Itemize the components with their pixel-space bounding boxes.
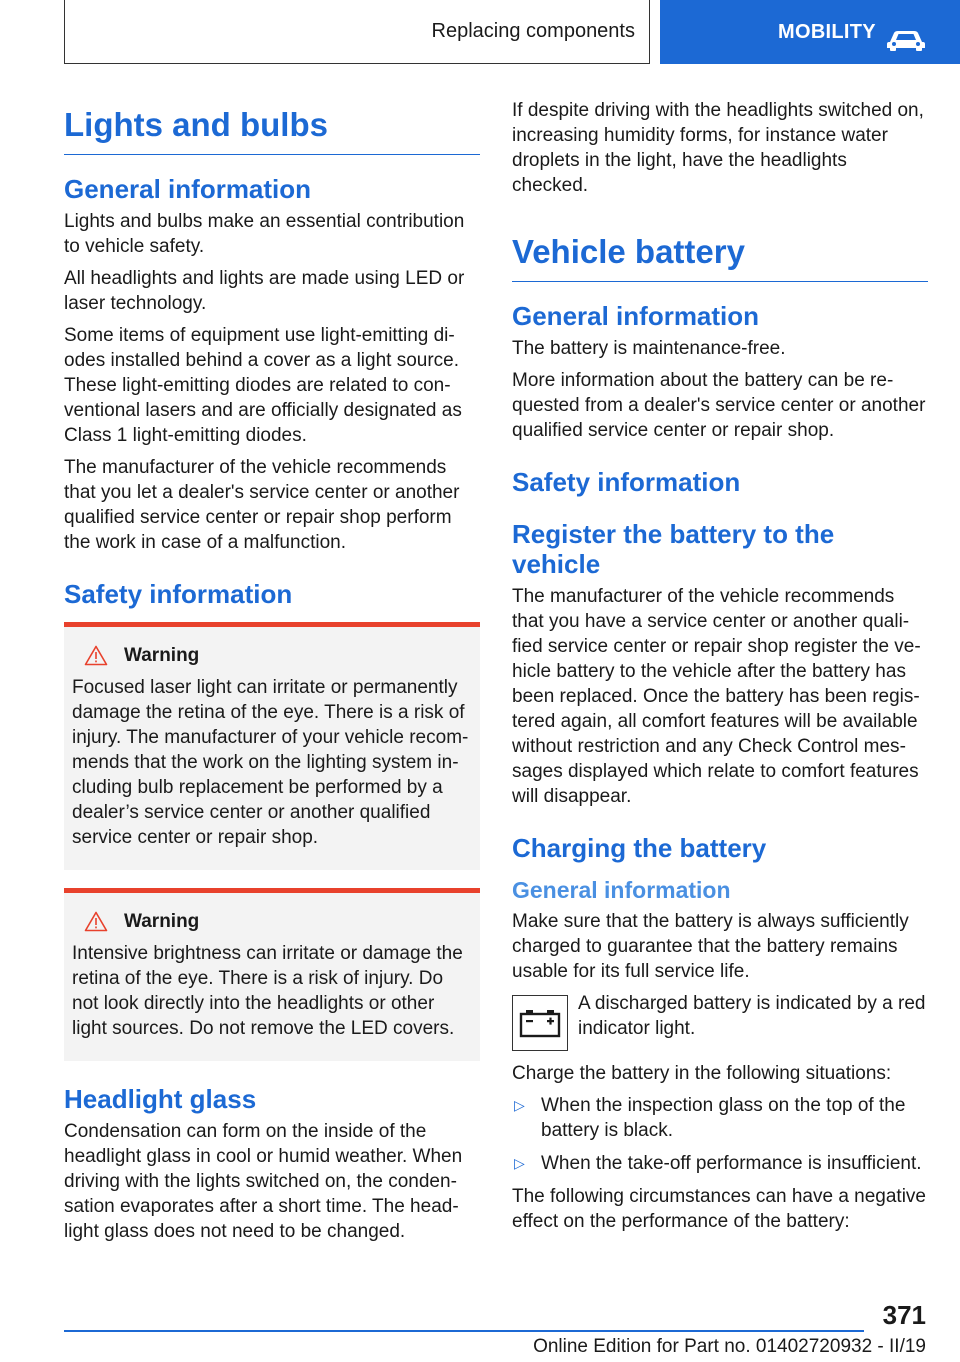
warning-text: Intensive brightness can irritate or damage the retina of the eye. There is a risk of injury. Do not look directly into the headlights or other light sources. Do not remove the LED covers.	[72, 942, 463, 1039]
section-title: Replacing components	[64, 0, 650, 64]
charging-battery-heading: Charging the battery	[512, 832, 767, 863]
spacer	[512, 205, 928, 225]
charging-general-subheading: General information	[512, 877, 731, 904]
warning-label: Warning	[124, 644, 200, 666]
car-icon	[886, 28, 926, 52]
laser-warning-box	[64, 622, 480, 870]
safety-info-heading: Safety information	[64, 578, 293, 609]
headlight-glass-heading: Headlight glass	[64, 1083, 257, 1114]
paragraph: Some items of equipment use light-emitting diodes installed behind a cover as a light source. These light-emitting diodes are related to conventional lasers and are officially designated as Class 1 light-emitting diodes.	[64, 324, 462, 446]
indicator-text: A discharged battery is indicated by a red indicator light.	[578, 992, 926, 1039]
list-item-text: When the take-off performance is insufficient.	[541, 1152, 922, 1174]
warning-title	[84, 645, 472, 667]
spacer	[64, 562, 480, 580]
battery-icon	[512, 995, 568, 1051]
paragraph: Condensation can form on the inside of the headlight glass in cool or humid weather. When driving with the lights switched on, the condensation evaporates after a short time. The headlight glass does not need to be changed.	[64, 1120, 463, 1242]
bullet-marker-icon: ▷	[514, 1096, 525, 1113]
paragraph: Charge the battery in the following situations:	[512, 1062, 892, 1084]
paragraph: The manufacturer of the vehicle recommends that you have a service center or another qualified service center or repair shop register the vehicle battery to the vehicle after the battery has been replaced. Once the battery has been registered again, all comfort features will be available without restriction and any Check Control messages displayed which relate to comfort features will disappear.	[512, 585, 921, 807]
left-column	[64, 98, 480, 1251]
bullet-marker-icon: ▷	[514, 1154, 525, 1171]
paragraph: Make sure that the battery is always sufficiently charged to guarantee that the battery remains usable for its full service life.	[512, 910, 909, 982]
register-battery-heading: Register the battery to the vehicle	[512, 518, 835, 579]
list-item	[512, 1093, 928, 1143]
paragraph: If despite driving with the headlights switched on, increasing humidity forms, for instance water droplets in the light, have the headlights checked.	[512, 100, 924, 196]
paragraph: The manufacturer of the vehicle recommends that you let a dealer's service center or another qualified service center or repair shop perform the work in case of a malfunction.	[64, 456, 460, 553]
spacer	[512, 450, 928, 468]
brightness-warning-box	[64, 888, 480, 1061]
situations-list	[512, 1093, 928, 1176]
page-number: 371	[882, 1300, 926, 1330]
paragraph: The following circumstances can have a negative effect on the performance of the battery:	[512, 1185, 927, 1232]
page-header	[0, 0, 960, 66]
warning-title	[84, 911, 472, 933]
list-item-text: When the inspection glass on the top of the battery is black.	[541, 1094, 906, 1141]
paragraph: The battery is maintenance-free.	[512, 337, 786, 359]
warning-triangle-icon	[84, 645, 108, 666]
paragraph: More information about the battery can be requested from a dealer's service center or another qualified service center or repair shop.	[512, 369, 926, 441]
chapter-label: MOBILITY	[778, 20, 876, 43]
warning-text: Focused laser light can irritate or permanently damage the retina of the eye. There is a risk of injury. The manufacturer of your vehicle recommends that the work on the lighting system including bulb replacement be performed by a dealer’s service center or another qualified service center or repair shop.	[72, 676, 469, 848]
spacer	[512, 867, 928, 877]
right-column	[512, 98, 928, 1241]
warning-triangle-icon	[84, 911, 108, 932]
list-item	[512, 1151, 928, 1176]
warning-label: Warning	[124, 910, 200, 932]
battery-indicator-row	[512, 991, 928, 1051]
lights-bulbs-heading: Lights and bulbs	[64, 106, 480, 155]
paragraph: All headlights and lights are made using LED or laser technology.	[64, 267, 465, 314]
spacer	[512, 816, 928, 834]
spacer	[512, 502, 928, 520]
edition-footer: Online Edition for Part no. 01402720932 - II/19	[533, 1336, 926, 1357]
vehicle-battery-heading: Vehicle battery	[512, 233, 928, 282]
safety-info-heading: Safety information	[512, 466, 741, 497]
paragraph: Lights and bulbs make an essential contribution to vehicle safety.	[64, 210, 465, 257]
footer-divider	[64, 1330, 864, 1332]
general-info-heading: General information	[64, 173, 312, 204]
general-info-heading: General information	[512, 300, 760, 331]
